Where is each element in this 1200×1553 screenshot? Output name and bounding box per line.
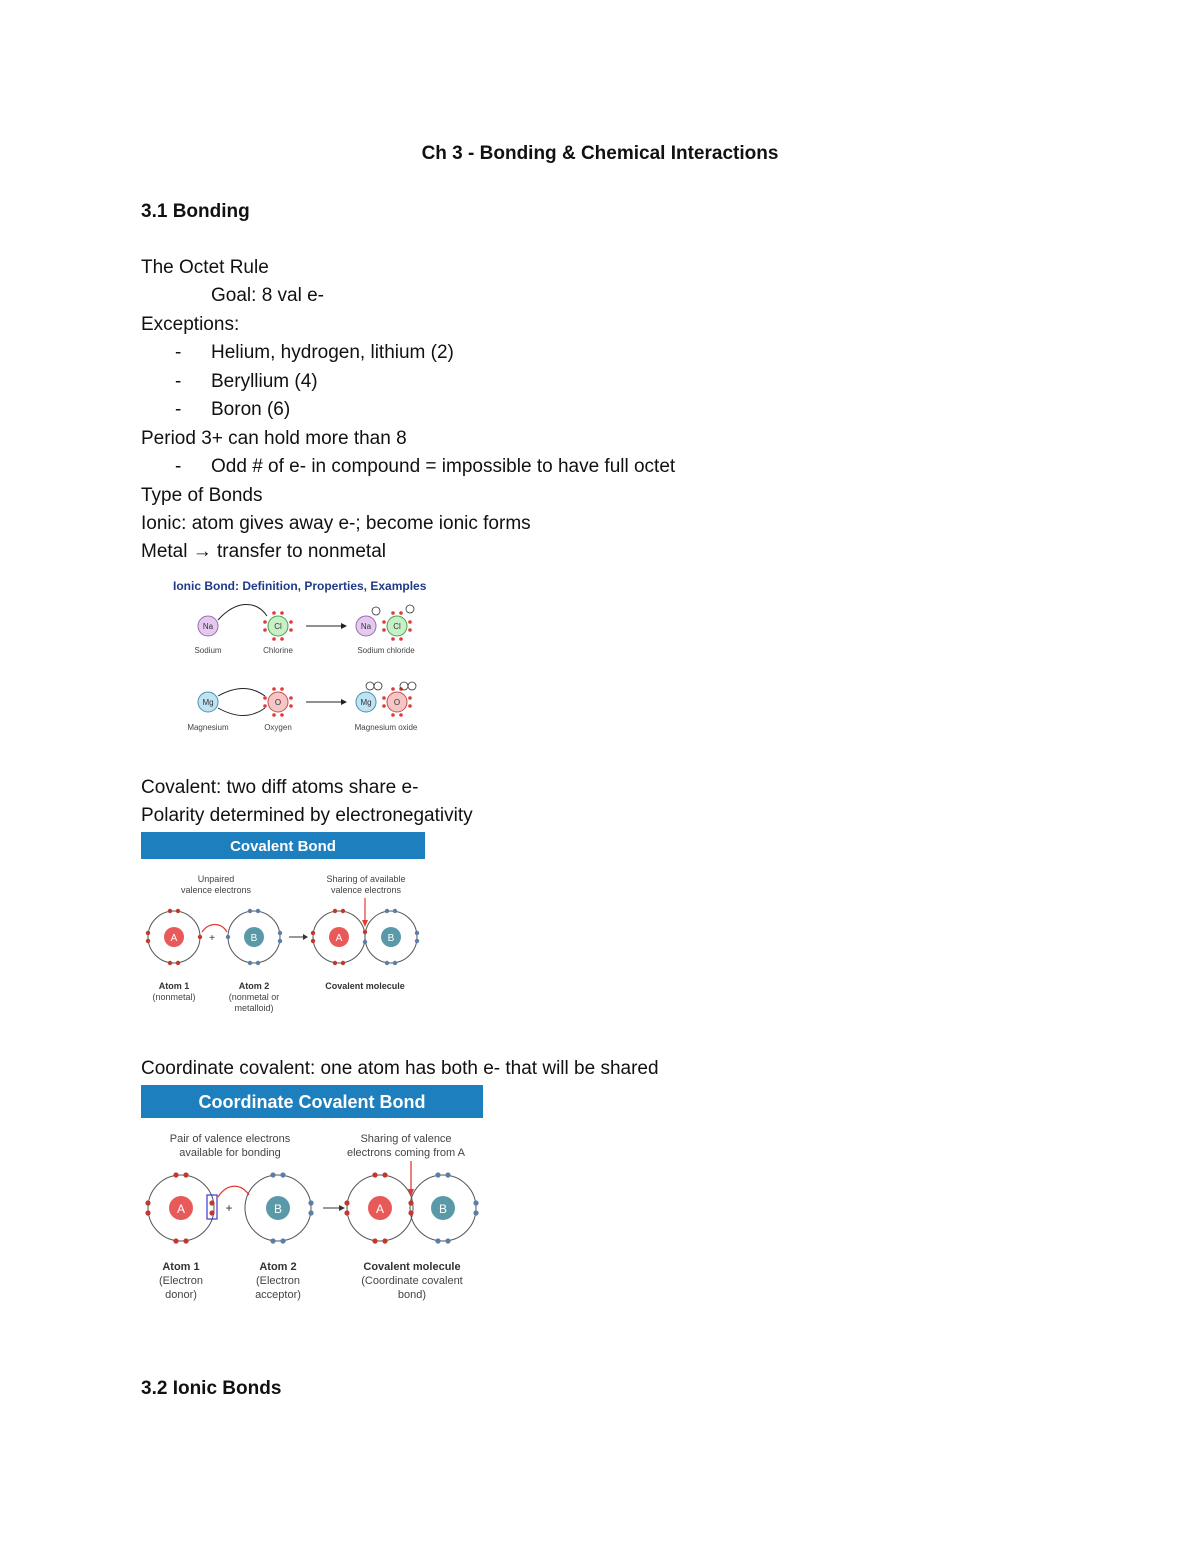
bullet-dash: -: [175, 342, 182, 363]
atom2-label: Atom 2: [238, 981, 270, 991]
coordinate-covalent-definition: Coordinate covalent: one atom has both e- that will be shared: [141, 1058, 659, 1079]
odd-electron-note: Odd # of e- in compound = impossible to have full octet: [211, 456, 676, 477]
magnesium-oxide-label: Magnesium oxide: [354, 723, 418, 732]
sodium-label: Sodium: [194, 646, 222, 655]
transfer-arrow: [218, 689, 265, 697]
covalent-definition: Covalent: two diff atoms share e-: [141, 777, 419, 798]
atom1-sublabel: (nonmetal): [152, 992, 196, 1002]
charge-minus-icon: [400, 682, 408, 690]
ionic-definition: Ionic: atom gives away e-; become ionic forms: [141, 513, 531, 534]
atom2-sublabel: metalloid): [234, 1003, 274, 1013]
sharing-caption: Sharing of available: [326, 874, 406, 884]
ionic-figure-heading: Ionic Bond: Definition, Properties, Examples: [173, 579, 427, 593]
reaction-arrowhead: [341, 699, 347, 705]
octet-rule-label: The Octet Rule: [141, 257, 269, 278]
charge-plus-icon: [366, 682, 374, 690]
atom2-sublabel: (nonmetal or: [228, 992, 280, 1002]
atom-a-symbol: A: [335, 933, 343, 944]
reaction-arrowhead: [339, 1205, 345, 1211]
atom1-label: Atom 1: [158, 981, 190, 991]
exception-item: Helium, hydrogen, lithium (2): [211, 342, 454, 363]
sodium-ion-symbol: Na: [360, 622, 372, 631]
chlorine-symbol: Cl: [274, 622, 282, 631]
exception-item: Beryllium (4): [211, 371, 318, 392]
atom-a-symbol: A: [170, 933, 178, 944]
types-of-bonds-label: Type of Bonds: [141, 485, 263, 506]
reaction-arrowhead: [303, 934, 308, 940]
oxide-ion-symbol: O: [393, 698, 401, 707]
atom-b-symbol: B: [438, 1202, 448, 1216]
atom1-sublabel: (Electron: [158, 1275, 204, 1287]
atom2-sublabel: acceptor): [255, 1289, 301, 1301]
charge-plus-icon: [374, 682, 382, 690]
donation-arrow: [218, 1186, 249, 1197]
exceptions-label: Exceptions:: [141, 314, 240, 335]
pair-caption: Pair of valence electrons: [169, 1133, 291, 1145]
metal-transfer-note: Metal → transfer to nonmetal: [141, 541, 386, 562]
chloride-ion-symbol: Cl: [393, 622, 401, 631]
electron-arrow: [202, 925, 227, 933]
atom1-label: Atom 1: [162, 1261, 200, 1273]
bullet-dash: -: [175, 371, 182, 392]
pair-caption: available for bonding: [179, 1147, 281, 1159]
oxygen-label: Oxygen: [264, 723, 292, 732]
bullet-dash: -: [175, 456, 182, 477]
ionic-bond-figure: [141, 568, 457, 740]
section-heading-3-1: 3.1 Bonding: [141, 201, 250, 222]
polarity-note: Polarity determined by electronegativity: [141, 805, 473, 826]
molecule-sublabel: (Coordinate covalent: [361, 1275, 463, 1287]
sharing-caption: valence electrons: [330, 885, 402, 895]
atom-a-symbol: A: [176, 1202, 186, 1216]
atom2-label: Atom 2: [259, 1261, 297, 1273]
coordinate-covalent-figure: [141, 1085, 484, 1317]
atom-b-symbol: B: [273, 1202, 283, 1216]
molecule-sublabel: bond): [397, 1289, 427, 1301]
magnesium-label: Magnesium: [187, 723, 229, 732]
transfer-arrow: [218, 604, 267, 620]
transfer-arrow: [218, 708, 265, 716]
coordinate-banner-title: Coordinate Covalent Bond: [198, 1092, 426, 1112]
section-heading-3-2: 3.2 Ionic Bonds: [141, 1378, 282, 1399]
unpaired-caption: valence electrons: [180, 885, 252, 895]
charge-plus-icon: [372, 607, 380, 615]
magnesium-ion-symbol: Mg: [360, 698, 372, 707]
sodium-symbol: Na: [202, 622, 214, 631]
atom1-sublabel: donor): [165, 1289, 197, 1301]
goal-text: Goal: 8 val e-: [211, 285, 324, 306]
atom-b-symbol: B: [250, 933, 258, 944]
document-title: Ch 3 - Bonding & Chemical Interactions: [421, 143, 779, 164]
molecule-label: Covalent molecule: [363, 1261, 461, 1273]
atom2-sublabel: (Electron: [255, 1275, 301, 1287]
sodium-chloride-label: Sodium chloride: [357, 646, 415, 655]
charge-minus-icon: [406, 605, 414, 613]
sharing-caption: Sharing of valence: [360, 1133, 452, 1145]
unpaired-caption: Unpaired: [197, 874, 235, 884]
bullet-dash: -: [175, 399, 182, 420]
covalent-banner-title: Covalent Bond: [230, 838, 336, 855]
oxygen-symbol: O: [274, 698, 282, 707]
molecule-label: Covalent molecule: [325, 981, 405, 991]
plus-sign: +: [225, 1201, 233, 1215]
covalent-bond-figure: [141, 832, 426, 1024]
charge-minus-icon: [408, 682, 416, 690]
exception-item: Boron (6): [211, 399, 291, 420]
plus-sign: +: [209, 933, 215, 944]
sharing-caption: electrons coming from A: [347, 1147, 465, 1159]
atom-b-symbol: B: [387, 933, 395, 944]
period-note: Period 3+ can hold more than 8: [141, 428, 407, 449]
chlorine-label: Chlorine: [263, 646, 293, 655]
atom-a-symbol: A: [375, 1202, 385, 1216]
reaction-arrowhead: [341, 623, 347, 629]
magnesium-symbol: Mg: [202, 698, 214, 707]
